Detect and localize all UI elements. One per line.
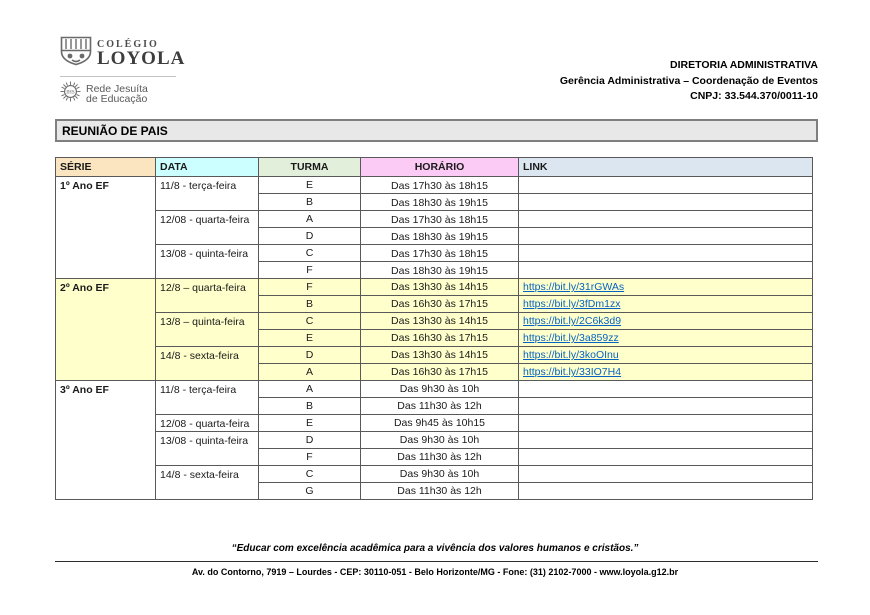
turma-cell: B: [259, 194, 361, 211]
table-row: [56, 313, 813, 330]
horario-cell: Das 9h30 às 10h: [361, 381, 519, 398]
link-cell: [519, 194, 813, 211]
date-cell: 12/8 – quarta-feira: [156, 279, 259, 313]
meeting-link[interactable]: https://bit.ly/2C6k3d9: [523, 315, 622, 327]
footer-quote: “Educar com excelência acadêmica para a vivência dos valores humanos e cristãos.”: [231, 543, 639, 554]
link-cell: [519, 432, 813, 449]
schedule-table-body: [56, 177, 813, 500]
turma-cell: D: [259, 432, 361, 449]
meeting-link[interactable]: https://bit.ly/33IO7H4: [523, 366, 622, 378]
page-title: [55, 119, 818, 142]
network-line2: de Educação: [86, 93, 148, 105]
link-cell: [519, 364, 813, 381]
horario-cell: Das 17h30 às 18h15: [361, 211, 519, 228]
link-cell: [519, 262, 813, 279]
meeting-link[interactable]: https://bit.ly/3fDm1zx: [523, 298, 621, 310]
table-row: [56, 279, 813, 296]
column-header-serie: SÉRIE: [56, 158, 156, 177]
turma-cell: E: [259, 415, 361, 432]
turma-cell: D: [259, 347, 361, 364]
turma-cell: C: [259, 313, 361, 330]
horario-cell: Das 11h30 às 12h: [361, 398, 519, 415]
turma-cell: D: [259, 228, 361, 245]
link-cell: [519, 415, 813, 432]
table-row: [56, 415, 813, 432]
letterhead-management: Gerência Administrativa – Coordenação de Eventos: [559, 74, 818, 87]
link-cell: [519, 466, 813, 483]
horario-cell: Das 18h30 às 19h15: [361, 194, 519, 211]
link-cell: [519, 279, 813, 296]
table-row: [56, 381, 813, 398]
table-row: [56, 177, 813, 194]
link-cell: [519, 211, 813, 228]
network-line1: Rede Jesuíta: [86, 82, 148, 95]
turma-cell: F: [259, 449, 361, 466]
logo-loyola-text: LOYOLA: [97, 48, 186, 69]
turma-cell: C: [259, 466, 361, 483]
ihs-sun-icon: [60, 81, 81, 107]
link-cell: [519, 347, 813, 364]
horario-cell: Das 18h30 às 19h15: [361, 228, 519, 245]
logo-divider: [60, 76, 176, 77]
date-cell: 14/8 - sexta-feira: [156, 466, 259, 500]
footer-address: Av. do Contorno, 7919 – Lourdes - CEP: 30110-051 - Belo Horizonte/MG - Fone: (31) 2102-7000 - www.loyola.g12.br: [191, 567, 679, 577]
column-header-turma: TURMA: [259, 158, 361, 177]
table-row: [56, 245, 813, 262]
link-cell: [519, 245, 813, 262]
shield-icon: [60, 36, 92, 71]
date-cell: 11/8 - terça-feira: [156, 177, 259, 211]
turma-cell: A: [259, 211, 361, 228]
turma-cell: C: [259, 245, 361, 262]
turma-cell: E: [259, 330, 361, 347]
turma-cell: B: [259, 398, 361, 415]
column-header-horario: HORÁRIO: [361, 158, 519, 177]
link-cell: [519, 228, 813, 245]
meeting-link[interactable]: https://bit.ly/3koOInu: [523, 349, 619, 361]
date-cell: 12/08 - quarta-feira: [156, 415, 259, 432]
horario-cell: Das 17h30 às 18h15: [361, 245, 519, 262]
serie-cell: 1º Ano EF: [56, 177, 156, 279]
date-cell: 14/8 - sexta-feira: [156, 347, 259, 381]
table-row: [56, 211, 813, 228]
link-cell: [519, 296, 813, 313]
horario-cell: Das 11h30 às 12h: [361, 449, 519, 466]
horario-cell: Das 16h30 às 17h15: [361, 364, 519, 381]
turma-cell: B: [259, 296, 361, 313]
date-cell: 13/08 - quinta-feira: [156, 432, 259, 466]
serie-cell: 2º Ano EF: [56, 279, 156, 381]
link-cell: [519, 483, 813, 500]
horario-cell: Das 11h30 às 12h: [361, 483, 519, 500]
page-title-text: REUNIÃO DE PAIS: [62, 123, 168, 138]
horario-cell: Das 9h30 às 10h: [361, 466, 519, 483]
date-cell: 13/8 – quinta-feira: [156, 313, 259, 347]
schedule-table: [55, 157, 813, 500]
horario-cell: Das 13h30 às 14h15: [361, 279, 519, 296]
horario-cell: Das 17h30 às 18h15: [361, 177, 519, 194]
date-cell: 13/08 - quinta-feira: [156, 245, 259, 279]
table-row: [56, 466, 813, 483]
turma-cell: E: [259, 177, 361, 194]
table-row: [56, 347, 813, 364]
link-cell: [519, 313, 813, 330]
turma-cell: G: [259, 483, 361, 500]
horario-cell: Das 18h30 às 19h15: [361, 262, 519, 279]
link-cell: [519, 177, 813, 194]
link-cell: [519, 381, 813, 398]
turma-cell: F: [259, 279, 361, 296]
horario-cell: Das 16h30 às 17h15: [361, 330, 519, 347]
svg-text:IHS: IHS: [66, 89, 75, 96]
letterhead-directorate: DIRETORIA ADMINISTRATIVA: [670, 59, 818, 71]
turma-cell: A: [259, 364, 361, 381]
letterhead-block: [560, 58, 818, 105]
table-header-row: [56, 158, 813, 177]
meeting-link[interactable]: https://bit.ly/3a859zz: [523, 332, 619, 344]
link-cell: [519, 449, 813, 466]
horario-cell: Das 9h45 às 10h15: [361, 415, 519, 432]
turma-cell: A: [259, 381, 361, 398]
turma-cell: F: [259, 262, 361, 279]
horario-cell: Das 13h30 às 14h15: [361, 347, 519, 364]
date-cell: 12/08 - quarta-feira: [156, 211, 259, 245]
horario-cell: Das 9h30 às 10h: [361, 432, 519, 449]
footer-divider: [55, 561, 818, 562]
horario-cell: Das 16h30 às 17h15: [361, 296, 519, 313]
column-header-data: DATA: [156, 158, 259, 177]
meeting-link[interactable]: https://bit.ly/31rGWAs: [523, 281, 625, 293]
table-row: [56, 432, 813, 449]
serie-cell: 3º Ano EF: [56, 381, 156, 500]
letterhead-cnpj: CNPJ: 33.544.370/0011-10: [690, 90, 818, 102]
link-cell: [519, 398, 813, 415]
loyola-logo: [60, 36, 186, 107]
horario-cell: Das 13h30 às 14h15: [361, 313, 519, 330]
date-cell: 11/8 - terça-feira: [156, 381, 259, 415]
link-cell: [519, 330, 813, 347]
logo-college-text: COLÉGIO: [97, 39, 159, 50]
column-header-link: LINK: [519, 158, 813, 177]
